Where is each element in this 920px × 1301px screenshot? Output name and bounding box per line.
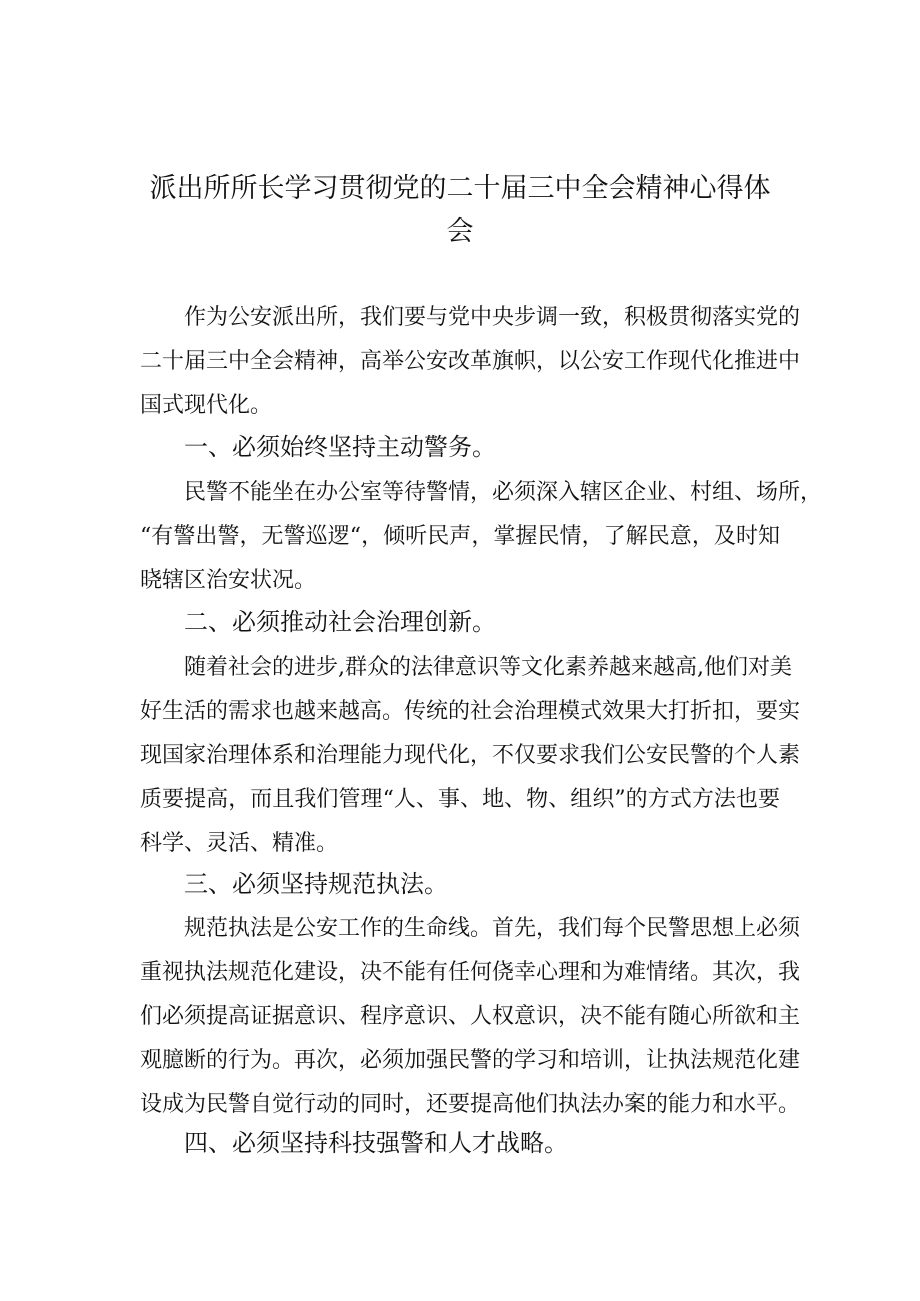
section-heading: 四、必须坚持科技强警和人才战略。 [184, 1129, 568, 1157]
section-2-line: 随着社会的进步,群众的法律意识等文化素养越来越高,他们对美 [184, 655, 792, 680]
section-3-line: 观臆断的行为。再次，必须加强民警的学习和培训，让执法规范化建 [140, 1048, 801, 1073]
section-3-line: 重视执法规范化建设，决不能有任何侥幸心理和为难情绪。其次，我 [140, 960, 801, 985]
section-1-line: 晓辖区治安状况。 [140, 568, 317, 593]
section-2-line: 质要提高，而且我们管理“人、事、地、物、组织”的方式方法也要 [140, 787, 780, 812]
section-2-line: 好生活的需求也越来越高。传统的社会治理模式效果大打折扣，要实 [140, 699, 801, 724]
section-3-line: 设成为民警自觉行动的同时，还要提高他们执法办案的能力和水平。 [140, 1092, 801, 1117]
section-heading: 二、必须推动社会治理创新。 [184, 608, 496, 636]
section-2-line: 现国家治理体系和治理能力现代化，不仅要求我们公安民警的个人素 [140, 743, 801, 768]
section-2-line: 科学、灵活、精准。 [140, 831, 339, 856]
document-title-line-2: 会 [446, 216, 474, 247]
section-heading: 三、必须坚持规范执法。 [184, 870, 448, 898]
intro-line: 作为公安派出所，我们要与党中央步调一致，积极贯彻落实党的 [184, 305, 801, 330]
document-title-line-1: 派出所所长学习贯彻党的二十届三中全会精神心得体 [149, 173, 771, 204]
section-3-line: 规范执法是公安工作的生命线。首先，我们每个民警思想上必须 [184, 916, 801, 941]
section-1-line: 民警不能坐在办公室等待警情，必须深入辖区企业、村组、场所， [184, 480, 823, 505]
section-heading: 一、必须始终坚持主动警务。 [184, 433, 496, 461]
intro-line: 国式现代化。 [140, 393, 273, 418]
section-3-line: 们必须提高证据意识、程序意识、人权意识，决不能有随心所欲和主 [140, 1004, 801, 1029]
section-1-line: “有警出警，无警巡逻“，倾听民声，掌握民情，了解民意，及时知 [140, 524, 780, 549]
intro-line: 二十届三中全会精神，高举公安改革旗帜，以公安工作现代化推进中 [140, 349, 801, 374]
